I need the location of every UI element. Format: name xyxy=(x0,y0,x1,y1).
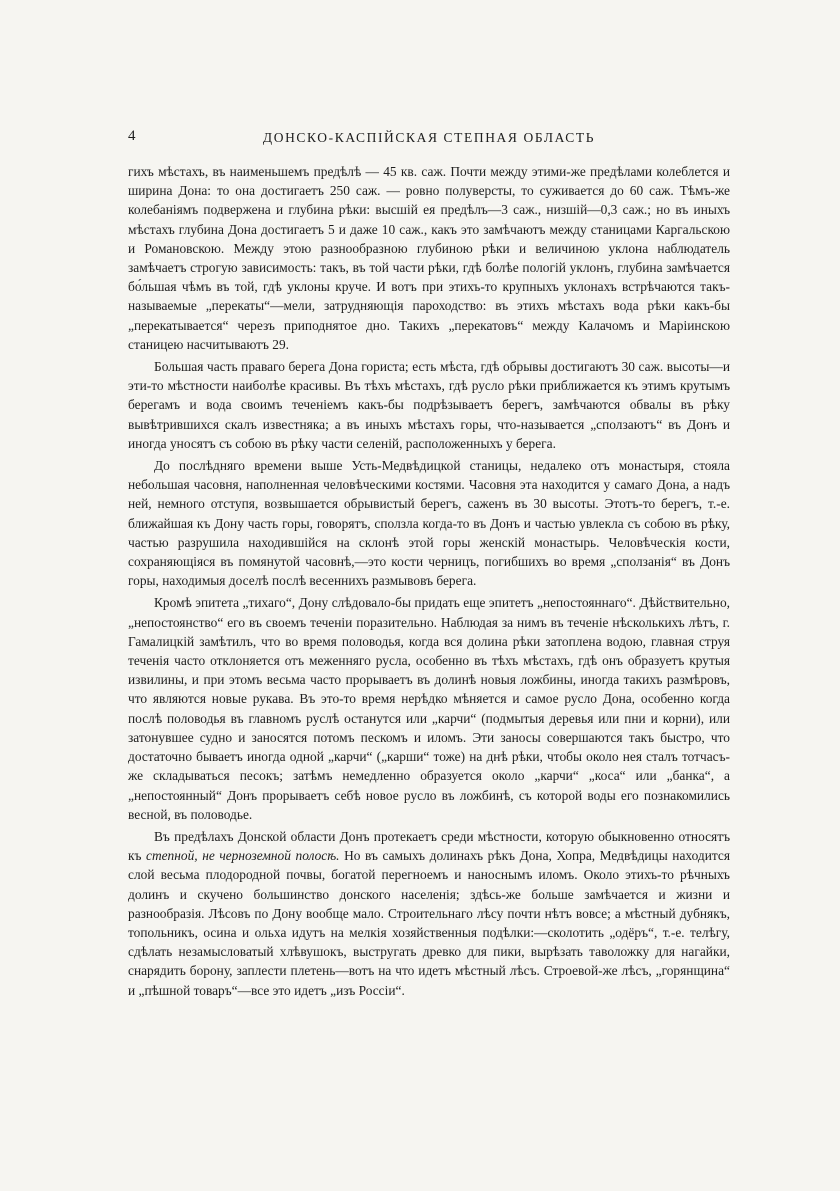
body-text xyxy=(128,162,730,1000)
italic-phrase: степной, не черноземной полосѣ. xyxy=(146,848,340,864)
text-run: Большая часть праваго берега Дона гориста; есть мѣста, гдѣ обрывы достигаютъ 30 саж. высоты—и эти-то мѣстности наиболѣе красивы. Въ тѣхъ мѣстахъ, гдѣ русло рѣки приближается къ этимъ крутымъ берегамъ и вода своимъ теченіемъ какъ-бы подрѣзываетъ берегъ, замѣчаются обвалы въ рѣку вывѣтрившихся скалъ известняка; а въ иныхъ мѣстахъ горы, что-называется „сползаютъ“ въ Донъ и иногда уносятъ съ собою въ рѣку части селеній, расположенныхъ у берега. xyxy=(128,359,730,451)
page-header xyxy=(128,128,730,150)
text-run: гихъ мѣстахъ, въ наименьшемъ предѣлѣ — 45 кв. саж. Почти между этими-же предѣлами колеблется и ширина Дона: то она достигаетъ 250 саж. — ровно полуверсты, то суживается до 60 саж. Тѣмъ-же колебаніямъ подвержена и глубина рѣки: высшій ея предѣлъ—3 саж., низшій—0,3 саж.; но въ иныхъ мѣстахъ глубина Дона достигаетъ 5 и даже 10 саж., какъ это замѣчаютъ между станицами Каргальскою и Романовскою. Между этою разнообразною глубиною рѣки и величиною уклона наблюдатель замѣчаетъ строгую зависимость: такъ, въ той части рѣки, гдѣ болѣе пологій уклонъ, глубина замѣчается бо́льшая чѣмъ въ той, гдѣ уклоны круче. И вотъ при этихъ-то крупныхъ уклонахъ встрѣчаются такъ-называемые „перекаты“—мели, затрудняющія пароходство: въ этихъ мѣстахъ вода рѣки какъ-бы „перекатывается“ черезъ приподнятое дно. Такихъ „перекатовъ“ между Калачомъ и Маріинскою станицею насчитываютъ 29. xyxy=(128,164,730,352)
paragraph xyxy=(128,162,730,354)
paragraph xyxy=(128,357,730,453)
paragraph xyxy=(128,593,730,823)
paragraph xyxy=(128,827,730,1000)
text-run: Но въ самыхъ долинахъ рѣкъ Дона, Хопра, Медвѣдицы находится слой весьма плодородной почвы, богатой перегноемъ и наноснымъ иломъ. Около этихъ-то рѣчныхъ долинъ и скучено большинство донского населенія; здѣсь-же больше замѣчается и жизни и разнообразія. Лѣсовъ по Дону вообще мало. Строительнаго лѣсу почти нѣтъ вовсе; а мѣстный дубнякъ, топольникъ, осина и ольха идутъ на мелкія хозяйственныя подѣлки:—сколотить „одёръ“, т.-е. телѣгу, сдѣлать незамысловатый хлѣвушокъ, выстругать древко для пики, вырѣзать таволожку для нагайки, снарядить борону, заплести плетень—вотъ на что идетъ мѣстный лѣсъ. Строевой-же лѣсъ, „горянщина“ и „пѣшной товаръ“—все это идетъ „изъ Россіи“. xyxy=(128,848,730,998)
page-number: 4 xyxy=(128,128,136,144)
text-run: Въ предѣлахъ Донской области Донъ протекаетъ среди мѣстности, которую обыкновенно относятъ къ xyxy=(128,828,730,864)
paragraph xyxy=(128,456,730,590)
text-run: До послѣдняго времени выше Усть-Медвѣдицкой станицы, недалеко отъ монастыря, стояла небольшая часовня, наполненная человѣческими костями. Часовня эта находится у самаго Дона, а надъ ней, немного отступя, возвышается обрывистый берегъ, саженъ въ 30 высоты. Этотъ-то берегъ, т.-е. ближайшая къ Дону часть горы, говорятъ, сползла когда-то въ Донъ и частью увлекла съ собою въ рѣку, частью разрушила находившійся на склонѣ этой горы женскій монастырь. Человѣческія кости, сохраняющіяся въ помянутой часовнѣ,—это кости черницъ, погибшихъ во время „сползанія“ въ Донъ горы, находимыя доселѣ послѣ весеннихъ размывовъ берега. xyxy=(128,458,730,589)
text-run: Кромѣ эпитета „тихаго“, Дону слѣдовало-бы придать еще эпитетъ „непостояннаго“. Дѣйствительно, „непостоянство“ его въ своемъ теченіи поразительно. Наблюдая за нимъ въ теченіе нѣсколькихъ лѣтъ, г. Гамалицкій замѣтилъ, что во время половодья, когда вся долина рѣки затоплена водою, главная струя теченія часто отклоняется отъ меженняго русла, особенно въ тѣхъ мѣстахъ, гдѣ онъ образуетъ крутыя извилины, и при этомъ весьма часто прорываетъ въ долинѣ новыя ложбины, иногда такихъ размѣровъ, что являются новые рукава. Въ это-то время нерѣдко мѣняется и самое русло Дона, особенно когда послѣ половодья въ главномъ руслѣ останутся или „карчи“ (подмытыя деревья или пни и корни), или затонувшее судно и заносятся потомъ пескомъ и иломъ. Эти заносы совершаются такъ быстро, что достаточно бываетъ иногда одной „карчи“ („карши“ тоже) на днѣ рѣки, чтобы около нея сталъ тотчасъ-же складываться песокъ; затѣмъ немедленно образуется около „карчи“ „коса“ или „банка“, а „непостоянный“ Донъ прорываетъ себѣ новое русло въ ложбинѣ, съ которой воды его познакомились весной, въ половодье. xyxy=(128,595,730,822)
running-title: ДОНСКО-КАСПІЙСКАЯ СТЕПНАЯ ОБЛАСТЬ xyxy=(262,130,596,145)
